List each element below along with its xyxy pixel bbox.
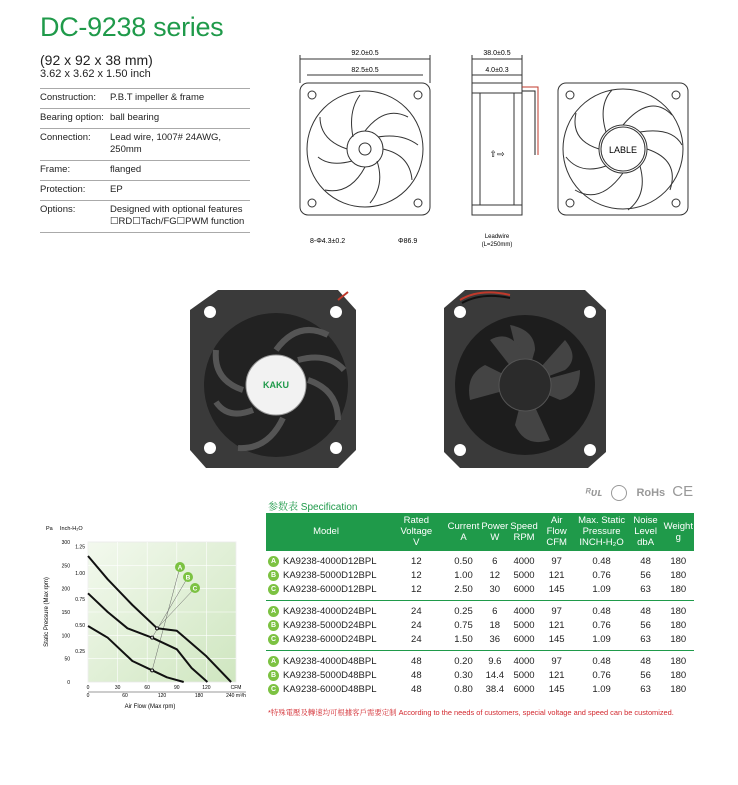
model-cell (266, 683, 386, 700)
y-unit-inch: Inch-H₂O (60, 526, 83, 532)
noise-cell: 56 (640, 570, 651, 582)
flow-cell: 145 (548, 684, 565, 696)
noise-cell: 56 (640, 670, 651, 682)
power-cell: 6 (480, 601, 509, 620)
spec-key: Construction: (40, 89, 110, 109)
x-tick-m3h: 240 m³/h (226, 693, 246, 699)
noise-cell: 63 (640, 634, 651, 646)
series-badge: A (268, 656, 279, 667)
table-header-row (266, 513, 694, 551)
pressure-cell: 1.09 (592, 684, 611, 696)
spec-value: flanged (110, 161, 250, 181)
dimensions-mm: (92 x 92 x 38 mm) (40, 52, 153, 68)
power-cell: 14.4 (485, 670, 505, 682)
table-row (266, 583, 694, 601)
model-cell (266, 619, 386, 633)
x-tick-cfm: 120 (202, 685, 211, 691)
table-row (266, 651, 694, 670)
series-badge: C (268, 684, 279, 695)
front-view-ring (307, 91, 423, 207)
weight-cell: 180 (670, 570, 687, 582)
dim-side-inner: 4.0±0.3 (485, 67, 509, 74)
series-badge: B (268, 620, 279, 631)
model-cell (266, 569, 386, 583)
model-name: KA9238-4000D24BPL (283, 606, 377, 618)
weight-cell: 180 (663, 651, 694, 670)
dim-front-inner: 82.5±0.5 (351, 67, 379, 74)
flow-cell: 145 (548, 634, 565, 646)
series-badge-label: C (192, 585, 198, 593)
fan-photo-front (188, 290, 358, 470)
y-tick-inch: 0.25 (75, 649, 85, 656)
power-cell: 9.6 (480, 651, 509, 670)
dim-diameter: Φ86.9 (398, 238, 418, 245)
x-tick-m3h: 60 (122, 693, 128, 699)
x-tick-m3h: 180 (194, 693, 204, 699)
voltage-cell: 48 (411, 684, 422, 696)
table-row (266, 601, 694, 620)
construction-spec-table (40, 88, 250, 233)
current-cell: 0.30 (454, 670, 473, 682)
x-axis-label: Air Flow (Max rpm) (124, 704, 176, 710)
col-model: Model (266, 513, 386, 551)
x-tick-m3h: 0 (86, 693, 90, 699)
pressure-cell: 0.48 (575, 551, 629, 570)
speed-cell: 4000 (509, 651, 538, 670)
col-pressure: Max. Static Pressure INCH-H₂O (575, 513, 629, 551)
flow-cell: 97 (539, 601, 575, 620)
table-row (266, 683, 694, 700)
speed-cell: 4000 (509, 601, 538, 620)
y-tick-pa: 200 (61, 586, 70, 593)
col-noise: Noise Level dbA (629, 513, 663, 551)
series-badge: C (268, 634, 279, 645)
noise-cell: 63 (640, 684, 651, 696)
spec-row (40, 89, 250, 109)
speed-cell: 4000 (509, 551, 538, 570)
col-current: Current A (447, 513, 481, 551)
spec-key: Protection: (40, 181, 110, 201)
voltage-cell: 12 (411, 584, 422, 596)
certification-logos (585, 483, 693, 501)
weight-cell: 180 (670, 684, 687, 696)
leadwire-label: Leadwire (484, 234, 510, 240)
y-tick-inch: 0.75 (75, 596, 85, 603)
speed-cell: 6000 (513, 584, 535, 596)
table-row (266, 551, 694, 570)
dim-front-outer: 92.0±0.5 (351, 50, 379, 57)
dim-side-outer: 38.0±0.5 (483, 50, 511, 57)
speed-cell: 5000 (513, 670, 535, 682)
series-badge: A (268, 556, 279, 567)
customization-note: *特殊電壓及轉速均可根據客戶需要定制 According to the needs of customers, special voltage and speed can be customized. (268, 708, 674, 717)
flow-cell: 97 (539, 551, 575, 570)
technical-drawing (290, 45, 710, 255)
spec-key: Bearing option: (40, 109, 110, 129)
flow-cell: 97 (539, 651, 575, 670)
spec-row (40, 109, 250, 129)
model-name: KA9238-5000D12BPL (283, 570, 377, 582)
leadwire-length: (L=250mm) (481, 242, 513, 248)
x-tick-cfm: 90 (174, 685, 180, 691)
voltage-cell: 12 (411, 570, 422, 582)
model-name: KA9238-6000D48BPL (283, 684, 377, 696)
flow-cell: 121 (548, 620, 565, 632)
col-flow: Air Flow CFM (539, 513, 575, 551)
spec-value: EP (110, 181, 250, 201)
model-cell (266, 669, 386, 683)
noise-cell: 56 (640, 620, 651, 632)
front-view-frame (300, 83, 430, 215)
voltage-cell: 24 (386, 601, 447, 620)
col-power: Power W (480, 513, 509, 551)
model-cell (266, 601, 386, 620)
spec-value: Lead wire, 1007# 24AWG, 250mm (110, 129, 250, 161)
voltage-cell: 24 (411, 634, 422, 646)
voltage-cell: 24 (411, 620, 422, 632)
x-tick-cfm: 0 (86, 685, 90, 691)
model-cell (266, 633, 386, 651)
current-cell: 0.50 (447, 551, 481, 570)
current-cell: 0.25 (447, 601, 481, 620)
y-tick-inch: 1.00 (75, 570, 85, 577)
page-title: DC-9238 series (40, 12, 224, 42)
flow-cell: 145 (548, 584, 565, 596)
y-tick-pa: 50 (64, 656, 70, 663)
current-cell: 2.50 (454, 584, 473, 596)
spec-value (110, 201, 250, 233)
current-cell: 0.20 (447, 651, 481, 670)
model-name: KA9238-4000D48BPL (283, 656, 377, 668)
performance-table (266, 513, 694, 700)
lable-text: LABLE (608, 145, 638, 155)
y-tick-inch: 1.25 (75, 544, 85, 551)
weight-cell: 180 (663, 551, 694, 570)
series-badge: A (268, 606, 279, 617)
model-name: KA9238-5000D24BPL (283, 620, 377, 632)
spec-row (40, 181, 250, 201)
options-line-1: Designed with optional features (110, 204, 243, 215)
y-axis-label: Static Pressure (Max rpm) (44, 577, 50, 647)
spec-value: ball bearing (110, 109, 250, 129)
pressure-cell: 0.48 (575, 601, 629, 620)
voltage-cell: 48 (386, 651, 447, 670)
y-tick-pa: 150 (61, 610, 70, 616)
model-name: KA9238-6000D12BPL (283, 584, 377, 596)
pressure-cell: 0.76 (592, 620, 611, 632)
model-cell (266, 551, 386, 570)
spec-section-title: 参数表 Specification (268, 502, 358, 513)
noise-cell: 48 (629, 651, 663, 670)
pressure-cell: 0.76 (592, 570, 611, 582)
power-cell: 18 (489, 620, 501, 632)
col-voltage: Rated Voltage V (386, 513, 447, 551)
spec-key: Options: (40, 201, 110, 233)
power-cell: 30 (489, 584, 501, 596)
voltage-cell: 12 (386, 551, 447, 570)
current-cell: 1.00 (454, 570, 473, 582)
rohs-mark: RoHs (636, 487, 666, 499)
spec-row (40, 129, 250, 161)
model-name: KA9238-5000D48BPL (283, 670, 377, 682)
series-badge: B (268, 670, 279, 681)
voltage-cell: 48 (411, 670, 422, 682)
current-cell: 1.50 (454, 634, 473, 646)
table-row (266, 633, 694, 651)
series-badge-label: B (185, 574, 191, 582)
table-row (266, 619, 694, 633)
power-cell: 12 (489, 570, 501, 582)
noise-cell: 48 (629, 551, 663, 570)
pq-curve-chart (40, 522, 265, 712)
y-tick-pa: 0 (67, 680, 70, 686)
airflow-arrow-icon: ⇧⇨ (489, 150, 505, 160)
ce-mark: CE (672, 483, 694, 500)
fan-label-brand: KAKU (263, 380, 289, 390)
fan-photo-back (440, 290, 610, 470)
current-cell: 0.75 (454, 620, 473, 632)
pressure-cell: 1.09 (592, 634, 611, 646)
options-line-2: ☐RD☐Tach/FG☐PWM function (110, 216, 245, 227)
y-unit-pa: Pa (46, 526, 53, 532)
dim-hole: 8-Φ4.3±0.2 (310, 238, 346, 245)
noise-cell: 48 (629, 601, 663, 620)
power-cell: 36 (489, 634, 501, 646)
y-tick-pa: 100 (61, 633, 70, 640)
pressure-cell: 0.48 (575, 651, 629, 670)
current-cell: 0.80 (454, 684, 473, 696)
speed-cell: 6000 (513, 684, 535, 696)
tuv-icon (611, 485, 627, 501)
speed-cell: 6000 (513, 634, 535, 646)
dimensions-inch: 3.62 x 3.62 x 1.50 inch (40, 68, 151, 80)
spec-value: P.B.T impeller & frame (110, 89, 250, 109)
spec-key: Frame: (40, 161, 110, 181)
power-cell: 38.4 (485, 684, 505, 696)
speed-cell: 5000 (513, 570, 535, 582)
weight-cell: 180 (670, 634, 687, 646)
weight-cell: 180 (670, 670, 687, 682)
y-tick-pa: 300 (61, 540, 70, 546)
col-weight: Weight g (663, 513, 694, 551)
pressure-cell: 0.76 (592, 670, 611, 682)
weight-cell: 180 (663, 601, 694, 620)
table-row (266, 569, 694, 583)
series-badge-label: A (177, 564, 183, 572)
weight-cell: 180 (670, 620, 687, 632)
speed-cell: 5000 (513, 620, 535, 632)
table-row (266, 669, 694, 683)
x-tick-cfm: 60 (144, 685, 150, 691)
pressure-cell: 1.09 (592, 584, 611, 596)
spec-row (40, 161, 250, 181)
flow-cell: 121 (548, 670, 565, 682)
spec-key: Connection: (40, 129, 110, 161)
x-tick-cfm: 30 (114, 685, 121, 691)
series-badge: C (268, 584, 279, 595)
spec-row (40, 201, 250, 233)
weight-cell: 180 (670, 584, 687, 596)
y-tick-pa: 250 (61, 563, 70, 570)
model-cell (266, 583, 386, 601)
model-name: KA9238-6000D24BPL (283, 634, 377, 646)
flow-cell: 121 (548, 570, 565, 582)
model-cell (266, 651, 386, 670)
x-tick-m3h: 120 (157, 693, 167, 699)
model-name: KA9238-4000D12BPL (283, 556, 377, 568)
ul-icon: ᴿᴜʟ (585, 487, 603, 499)
y-tick-inch: 0.50 (75, 623, 85, 630)
series-point (151, 636, 154, 639)
series-badge: B (268, 570, 279, 581)
power-cell: 6 (480, 551, 509, 570)
noise-cell: 63 (640, 584, 651, 596)
x-tick-cfm: CFM (230, 685, 242, 691)
col-speed: Speed RPM (509, 513, 538, 551)
